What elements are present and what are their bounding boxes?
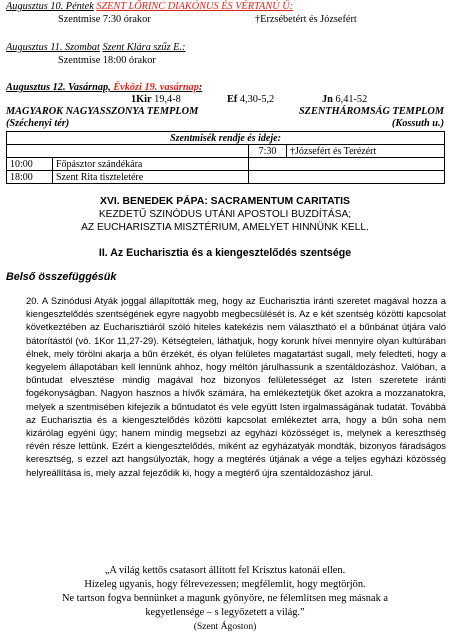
quote-line1: „A világ kettős csatasort állított fel Krisztus katonái ellen. (104, 565, 346, 576)
aug10-date: Augusztus 10. Péntek (6, 1, 94, 12)
document-subtitle-line1: KEZDETŰ SZINÓDUS UTÁNI APOSTOLI BUZDÍTÁSA; (98, 209, 352, 220)
reading2 (227, 94, 274, 106)
aug12-date: Augusztus 12. Vasárnap, (6, 82, 111, 93)
schedule-row (7, 158, 445, 171)
church-right-name: SZENTHÁROMSÁG TEMPLOM (298, 106, 444, 117)
schedule-row (7, 145, 445, 158)
schedule-row (7, 171, 445, 184)
aug11-date: Augusztus 11. Szombat (6, 42, 100, 53)
aug12-colon: : (198, 82, 203, 93)
mass-schedule-table (6, 131, 445, 184)
schedule-time: 10:00 (7, 158, 53, 171)
church-left-place: (Széchenyi tér) (6, 118, 70, 129)
schedule-time: 18:00 (7, 171, 53, 184)
reading1-book: 1Kir (131, 94, 152, 105)
subheading: Belső összefüggésük (6, 271, 117, 283)
church-left-name: MAGYAROK NAGYASSZONYA TEMPLOM (6, 106, 199, 117)
quote-line3: Ne tartson fogva bennünket a magunk gyönyöre, ne félemlítsen meg másnak a (61, 593, 389, 604)
gospel (322, 94, 367, 106)
quote-line2: Hízeleg ugyanis, hogy félrevezessen; megfélemlít, hogy megtörjön. (84, 579, 366, 590)
schedule-intention: Főpásztor szándékára (53, 158, 249, 171)
aug12-feast: Évközi 19. vasárnap (113, 82, 199, 93)
aug12-header (6, 82, 202, 94)
schedule-intention: Szent Rita tiszteletére (53, 171, 249, 184)
document-title: XVI. BENEDEK PÁPA: SACRAMENTUM CARITATIS (100, 196, 350, 207)
reading2-book: Ef (227, 94, 238, 105)
gospel-book: Jn (322, 94, 333, 105)
readings (131, 94, 181, 106)
schedule-header: Szentmisék rendje és ideje: (7, 132, 445, 145)
aug11-header (6, 42, 185, 54)
aug10-mass-time: Szentmise 7:30 órakor (58, 14, 151, 25)
schedule-header-row (7, 132, 445, 145)
document-subtitle-line2: AZ EUCHARISZTIA MISZTÉRIUM, AMELYET HINNÜNK KELL. (81, 222, 369, 233)
body-paragraph: 20. A Szinódusi Atyák joggal állapították meg, hogy az Eucharisztia iránti szeretet magával hozza a kiengesztelődés szentségének egyre nagyobb megbecsülését is. Az e két szentség közötti kapcsolat következtében az Eucharisztiáról szóló hiteles katekézis nem választható el a bűnbánat útjára való bátorítástól (vö. 1Kor 11,27-29). Kétségtelen, láthatjuk, hogy korunk hívei mennyire olyan kultúrában élnek, mely törölni akarja a bűn érzékét, és olyan felületes magatartást sugall, mely feledteti, hogy a kegyelem állapotában kell lennünk ahhoz, hogy méltón járulhassunk a szentáldozáshoz. Valóban, a bűntudat elvesztése mindig magával hoz bizonyos felületességet az Isten szeretete iránti fogékonyságban. Nagyon hasznos a hívők számára, ha emlékeztetjük őket azokra a mozzanatokra, melyek a szentmisében kifejezik a bűntudatot és vele együtt Isten irgalmasságának tudatát. Továbbá az Eucharisztia és a kiengesztelődés közötti kapcsolat emlékeztet arra, hogy a bűn soha nem kizárólag egyéni ügy; hanem mindig megsebzi az egyházi közösséget is, melynek a kereszthség révén része lettünk. Ezért a kiengesztelődés, miként az egyházatyák mondták, bizonyos fáradságos keresztség, s ezzel azt hangsúlyozták, hogy a megtérés útjának a vége a teljes egyházi közösség helyreállítása is, mely azzal fejeződik ki, hogy a megtérő újra szentáldozáshoz járul. (26, 295, 446, 478)
reading1-ref: 19,4-8 (154, 94, 181, 105)
aug10-feast: SZENT LŐRINC DIAKÓNUS ÉS VÉRTANÚ Ü: (96, 1, 294, 12)
schedule-intention: †Józsefért és Terézért (287, 145, 445, 158)
gospel-ref: 6,41-52 (335, 94, 368, 105)
quote-author: (Szent Ágoston) (193, 621, 257, 632)
schedule-time: 7:30 (249, 145, 287, 158)
aug11-feast: Szent Klára szűz E.: (102, 42, 186, 53)
quote-line4: kegyetlensége – s legyőzetett a világ.” (145, 607, 305, 618)
aug10-intention: †Erzsébetért és Józsefért (255, 14, 357, 25)
section-heading: II. Az Eucharisztia és a kiengesztelődés szentsége (98, 247, 352, 259)
reading2-ref: 4,30-5,2 (239, 94, 275, 105)
aug11-mass-time: Szentmise 18:00 órakor (58, 55, 156, 66)
aug10-header (6, 1, 293, 13)
church-right-place: (Kossuth u.) (391, 118, 444, 129)
